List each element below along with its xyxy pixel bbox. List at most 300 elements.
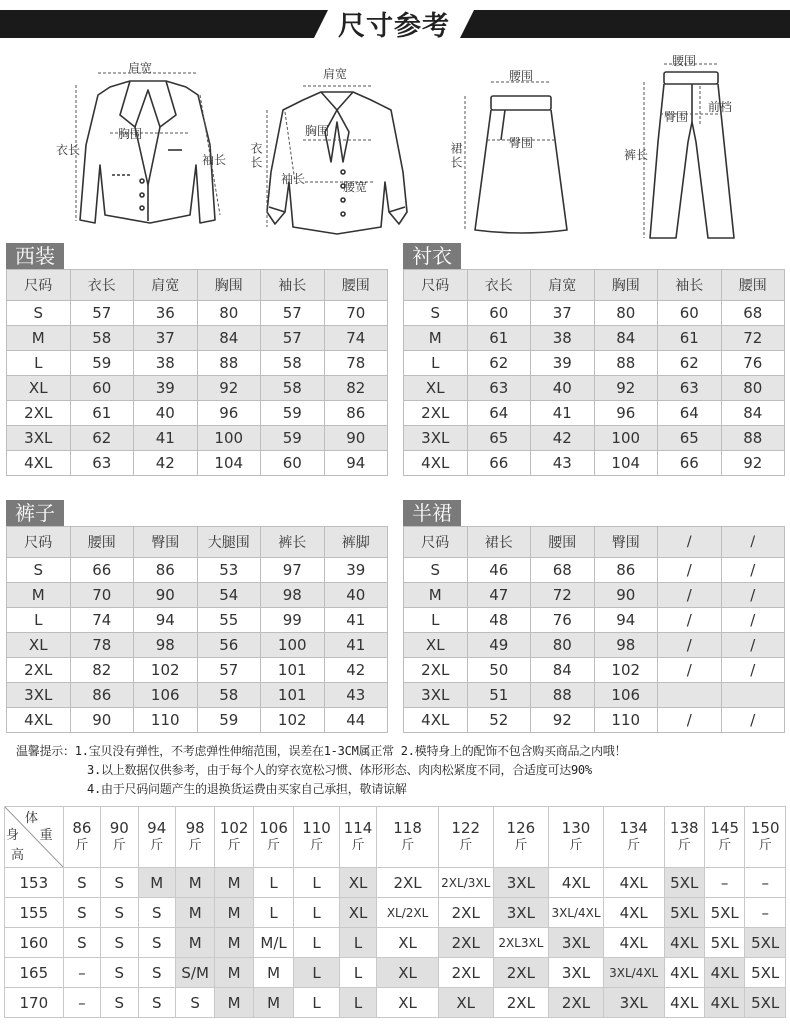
weight-value: 138: [669, 819, 699, 837]
pants-rise-label: 前档: [708, 100, 733, 114]
recommended-size-cell: 2XL: [377, 868, 439, 898]
value-cell: 98: [134, 633, 198, 658]
size-cell: 2XL: [7, 658, 71, 683]
recommended-size-cell: 5XL: [745, 958, 786, 988]
value-cell: 72: [721, 326, 785, 351]
value-cell: 63: [658, 376, 722, 401]
column-header: 裙长: [467, 527, 531, 558]
recommended-size-cell: 3XL: [549, 958, 604, 988]
column-header: 臀围: [594, 527, 658, 558]
value-cell: 50: [467, 658, 531, 683]
weight-value: 94: [147, 819, 167, 837]
value-cell: 38: [134, 351, 198, 376]
table-row: [7, 608, 388, 633]
value-cell: 90: [324, 426, 388, 451]
value-cell: 66: [658, 451, 722, 476]
weight-unit: 斤: [758, 838, 772, 853]
value-cell: 98: [594, 633, 658, 658]
weight-header: [438, 807, 493, 868]
weight-unit: 斤: [267, 838, 281, 853]
recommended-size-cell: M: [215, 928, 253, 958]
weight-value: 86: [72, 819, 92, 837]
value-cell: 36: [134, 301, 198, 326]
skirt-sketch: [445, 60, 585, 240]
table-row: [7, 301, 388, 326]
recommended-size-cell: L: [294, 868, 340, 898]
blazer-sketch: [50, 55, 250, 235]
value-cell: 38: [531, 326, 595, 351]
column-header: 衣长: [70, 270, 134, 301]
size-cell: L: [404, 351, 468, 376]
recommended-size-cell: 4XL: [664, 928, 704, 958]
table-row: [404, 351, 785, 376]
recommended-size-cell: S: [138, 958, 175, 988]
recommended-size-cell: M: [253, 958, 293, 988]
table-row: [7, 401, 388, 426]
recommended-size-cell: –: [63, 988, 100, 1018]
weight-header: [339, 807, 376, 868]
value-cell: 82: [324, 376, 388, 401]
value-cell: 80: [721, 376, 785, 401]
recommended-size-cell: 5XL: [704, 898, 744, 928]
height-value: 170: [5, 988, 64, 1018]
value-cell: 54: [197, 583, 261, 608]
corner-height-b: 高: [11, 848, 25, 863]
column-header: 腰围: [721, 270, 785, 301]
value-cell: 82: [70, 658, 134, 683]
recommended-size-cell: 2XL: [438, 958, 493, 988]
recommended-size-cell: S: [101, 928, 138, 958]
column-header: 尺码: [7, 270, 71, 301]
column-header: 肩宽: [134, 270, 198, 301]
recommended-size-cell: –: [63, 958, 100, 988]
weight-unit: 斤: [718, 838, 732, 853]
weight-header: [294, 807, 340, 868]
weight-header: [138, 807, 175, 868]
height-row: [5, 988, 786, 1018]
skirt-drawing: [445, 60, 585, 240]
value-cell: 53: [197, 558, 261, 583]
recommended-size-cell: L: [339, 958, 376, 988]
value-cell: 42: [531, 426, 595, 451]
weight-header: [175, 807, 214, 868]
table-row: [404, 583, 785, 608]
value-cell: /: [721, 583, 785, 608]
value-cell: /: [721, 633, 785, 658]
weight-header: [377, 807, 439, 868]
page-title: 尺寸参考: [338, 11, 450, 42]
recommended-size-cell: 4XL: [704, 958, 744, 988]
table-row: [7, 658, 388, 683]
value-cell: 58: [261, 376, 325, 401]
recommended-size-cell: M: [175, 928, 214, 958]
value-cell: 110: [594, 708, 658, 733]
value-cell: 60: [467, 301, 531, 326]
recommended-size-cell: S: [63, 868, 100, 898]
weight-value: 122: [451, 819, 481, 837]
size-cell: 3XL: [404, 683, 468, 708]
size-recommendation-table: [4, 806, 786, 1018]
recommended-size-cell: L: [294, 898, 340, 928]
recommended-size-cell: M: [215, 898, 253, 928]
table-row: [404, 426, 785, 451]
weight-value: 98: [185, 819, 205, 837]
blazer-chest-label: 胸围: [118, 127, 143, 141]
shirt-sleeve-label: 袖长: [281, 172, 306, 186]
weight-unit: 斤: [627, 838, 641, 853]
corner-height-a: 身: [6, 828, 20, 843]
weight-unit: 斤: [310, 838, 324, 853]
value-cell: 100: [594, 426, 658, 451]
value-cell: 62: [467, 351, 531, 376]
note-line-1: 温馨提示：1.宝贝没有弹性，不考虑弹性伸缩范围，误差在1-3CM属正常 2.模特身上的配饰不包含购买商品之内哦！: [16, 744, 627, 758]
value-cell: 48: [467, 608, 531, 633]
weight-value: 106: [259, 819, 288, 837]
value-cell: 57: [197, 658, 261, 683]
value-cell: 70: [324, 301, 388, 326]
value-cell: 102: [261, 708, 325, 733]
pants-length-label: 裤长: [624, 148, 649, 162]
weight-unit: 斤: [401, 838, 415, 853]
column-header: /: [658, 527, 722, 558]
corner-diagonal: [5, 807, 63, 867]
recommended-size-cell: L: [294, 988, 340, 1018]
table-row: [404, 683, 785, 708]
value-cell: 86: [70, 683, 134, 708]
value-cell: 92: [594, 376, 658, 401]
column-header: 裤脚: [324, 527, 388, 558]
value-cell: 84: [594, 326, 658, 351]
value-cell: 60: [70, 376, 134, 401]
recommended-size-cell: XL: [438, 988, 493, 1018]
value-cell: 106: [134, 683, 198, 708]
value-cell: 84: [531, 658, 595, 683]
value-cell: 97: [261, 558, 325, 583]
weight-unit: 斤: [569, 838, 583, 853]
blazer-shoulder-label: 肩宽: [128, 61, 153, 75]
weight-unit: 斤: [150, 838, 164, 853]
value-cell: 101: [261, 658, 325, 683]
size-cell: L: [404, 608, 468, 633]
value-cell: 80: [197, 301, 261, 326]
value-cell: /: [658, 583, 722, 608]
recommended-size-cell: 5XL: [704, 928, 744, 958]
height-row: [5, 928, 786, 958]
recommended-size-cell: 4XL: [549, 868, 604, 898]
weight-header-row: [5, 807, 786, 868]
pants-tag: 裤子: [6, 500, 64, 526]
value-cell: 41: [324, 608, 388, 633]
value-cell: 88: [531, 683, 595, 708]
value-cell: 64: [658, 401, 722, 426]
blazer-sleeve-label: 袖长: [202, 153, 227, 167]
height-value: 153: [5, 868, 64, 898]
value-cell: 76: [531, 608, 595, 633]
recommended-size-cell: L: [339, 988, 376, 1018]
value-cell: 47: [467, 583, 531, 608]
column-header: 尺码: [404, 270, 468, 301]
weight-header: [215, 807, 253, 868]
size-cell: S: [7, 558, 71, 583]
suit-size-table: [6, 243, 388, 476]
value-cell: /: [721, 558, 785, 583]
shirt-sketch: [245, 62, 425, 242]
value-cell: 86: [594, 558, 658, 583]
recommended-size-cell: S: [138, 928, 175, 958]
value-cell: 64: [467, 401, 531, 426]
value-cell: 104: [594, 451, 658, 476]
recommended-size-cell: S: [175, 988, 214, 1018]
weight-value: 150: [750, 819, 780, 837]
value-cell: 99: [261, 608, 325, 633]
size-cell: 2XL: [404, 658, 468, 683]
value-cell: 100: [197, 426, 261, 451]
pants-waist-label: 腰围: [672, 54, 697, 68]
weight-header: [549, 807, 604, 868]
table-row: [7, 683, 388, 708]
table-row: [404, 401, 785, 426]
recommended-size-cell: L: [294, 928, 340, 958]
column-header: 尺码: [404, 527, 468, 558]
recommended-size-cell: M: [215, 988, 253, 1018]
value-cell: 94: [594, 608, 658, 633]
recommended-size-cell: M: [215, 958, 253, 988]
height-row: [5, 868, 786, 898]
weight-value: 134: [619, 819, 648, 837]
table-row: [7, 583, 388, 608]
value-cell: 57: [261, 301, 325, 326]
value-cell: 59: [70, 351, 134, 376]
weight-unit: 斤: [112, 838, 126, 853]
column-header: 胸围: [594, 270, 658, 301]
recommended-size-cell: S/M: [175, 958, 214, 988]
value-cell: 39: [324, 558, 388, 583]
value-cell: 86: [134, 558, 198, 583]
table-header-row: [404, 270, 785, 301]
table-row: [404, 658, 785, 683]
height-row: [5, 898, 786, 928]
value-cell: 65: [658, 426, 722, 451]
value-cell: 42: [324, 658, 388, 683]
column-header: 袖长: [658, 270, 722, 301]
value-cell: 56: [197, 633, 261, 658]
table-row: [404, 376, 785, 401]
value-cell: 106: [594, 683, 658, 708]
value-cell: 41: [134, 426, 198, 451]
value-cell: 78: [324, 351, 388, 376]
note-line-2: 3.以上数据仅供参考，由于每个人的穿衣宽松习惯、体形形态、肉肉松紧度不同，合适度可达90%: [87, 763, 592, 777]
value-cell: 39: [134, 376, 198, 401]
value-cell: 92: [721, 451, 785, 476]
table-row: [404, 451, 785, 476]
recommended-size-cell: M: [253, 988, 293, 1018]
table-row: [7, 376, 388, 401]
value-cell: 43: [531, 451, 595, 476]
recommended-size-cell: S: [63, 898, 100, 928]
column-header: 尺码: [7, 527, 71, 558]
recommended-size-cell: L: [339, 928, 376, 958]
height-value: 155: [5, 898, 64, 928]
value-cell: 61: [658, 326, 722, 351]
table-header-row: [7, 270, 388, 301]
value-cell: 62: [70, 426, 134, 451]
size-cell: XL: [404, 633, 468, 658]
value-cell: 88: [721, 426, 785, 451]
weight-unit: 斤: [677, 838, 691, 853]
recommended-size-cell: M/L: [253, 928, 293, 958]
value-cell: 96: [197, 401, 261, 426]
value-cell: 40: [134, 401, 198, 426]
table-row: [7, 326, 388, 351]
size-cell: 3XL: [7, 426, 71, 451]
recommended-size-cell: 3XL: [493, 898, 549, 928]
value-cell: 37: [531, 301, 595, 326]
value-cell: 94: [324, 451, 388, 476]
value-cell: 63: [70, 451, 134, 476]
value-cell: 102: [134, 658, 198, 683]
column-header: 袖长: [261, 270, 325, 301]
value-cell: 66: [467, 451, 531, 476]
weight-unit: 斤: [188, 838, 202, 853]
recommended-size-cell: –: [704, 868, 744, 898]
skirt-hip-label: 臀围: [509, 136, 534, 150]
value-cell: /: [658, 633, 722, 658]
recommended-size-cell: XL: [377, 928, 439, 958]
size-cell: 3XL: [7, 683, 71, 708]
height-value: 165: [5, 958, 64, 988]
pants-sketch: [620, 52, 790, 242]
value-cell: 51: [467, 683, 531, 708]
weight-header: [603, 807, 664, 868]
recommended-size-cell: 2XL: [549, 988, 604, 1018]
value-cell: 59: [197, 708, 261, 733]
table-header-row: [404, 527, 785, 558]
recommended-size-cell: 5XL: [745, 988, 786, 1018]
value-cell: 37: [134, 326, 198, 351]
recommended-size-cell: 4XL: [603, 868, 664, 898]
size-cell: S: [404, 558, 468, 583]
weight-header: [493, 807, 549, 868]
value-cell: 84: [721, 401, 785, 426]
value-cell: 60: [261, 451, 325, 476]
value-cell: 52: [467, 708, 531, 733]
size-cell: S: [7, 301, 71, 326]
column-header: 裤长: [261, 527, 325, 558]
column-header: 衣长: [467, 270, 531, 301]
size-cell: 4XL: [7, 451, 71, 476]
shirt-tag: 衬衣: [403, 243, 461, 269]
weight-header: [664, 807, 704, 868]
recommended-size-cell: 2XL/3XL: [438, 868, 493, 898]
value-cell: 43: [324, 683, 388, 708]
value-cell: 55: [197, 608, 261, 633]
weight-value: 118: [393, 819, 422, 837]
value-cell: 88: [594, 351, 658, 376]
recommended-size-cell: 4XL: [664, 988, 704, 1018]
table-row: [7, 558, 388, 583]
recommended-size-cell: 5XL: [664, 868, 704, 898]
weight-header: [63, 807, 100, 868]
skirt-tag: 半裙: [403, 500, 461, 526]
suit-tag: 西装: [6, 243, 64, 269]
recommended-size-cell: 3XL: [603, 988, 664, 1018]
height-row: [5, 958, 786, 988]
weight-unit: 斤: [459, 838, 473, 853]
value-cell: 110: [134, 708, 198, 733]
value-cell: 68: [721, 301, 785, 326]
value-cell: 60: [658, 301, 722, 326]
recommended-size-cell: 2XL: [493, 958, 549, 988]
blazer-length-label: 衣长: [56, 143, 81, 157]
recommended-size-cell: 2XL: [438, 898, 493, 928]
value-cell: /: [721, 708, 785, 733]
column-header: 腰围: [531, 527, 595, 558]
size-cell: 2XL: [7, 401, 71, 426]
value-cell: 59: [261, 401, 325, 426]
value-cell: 98: [261, 583, 325, 608]
column-header: 肩宽: [531, 270, 595, 301]
height-value: 160: [5, 928, 64, 958]
table-header-row: [7, 527, 388, 558]
recommended-size-cell: 4XL: [603, 898, 664, 928]
table-row: [404, 708, 785, 733]
corner-weight-a: 体: [25, 811, 39, 826]
size-cell: 4XL: [404, 451, 468, 476]
recommended-size-cell: 4XL: [603, 928, 664, 958]
value-cell: /: [658, 708, 722, 733]
recommended-size-cell: M: [175, 868, 214, 898]
value-cell: 41: [324, 633, 388, 658]
shirt-shoulder-label: 肩宽: [323, 67, 348, 81]
value-cell: 78: [70, 633, 134, 658]
value-cell: 41: [531, 401, 595, 426]
weight-header: [101, 807, 138, 868]
size-cell: M: [7, 583, 71, 608]
size-cell: 2XL: [404, 401, 468, 426]
size-cell: L: [7, 351, 71, 376]
value-cell: 84: [197, 326, 261, 351]
corner-cell: [5, 807, 64, 868]
recommended-size-cell: –: [745, 898, 786, 928]
table-row: [7, 351, 388, 376]
value-cell: 40: [324, 583, 388, 608]
value-cell: 74: [70, 608, 134, 633]
weight-unit: 斤: [75, 838, 89, 853]
corner-weight-b: 重: [39, 828, 53, 843]
size-cell: 4XL: [404, 708, 468, 733]
value-cell: 94: [134, 608, 198, 633]
value-cell: 90: [70, 708, 134, 733]
recommended-size-cell: 5XL: [664, 898, 704, 928]
weight-value: 114: [343, 819, 373, 837]
weight-value: 145: [710, 819, 739, 837]
value-cell: 58: [70, 326, 134, 351]
value-cell: /: [658, 608, 722, 633]
value-cell: 62: [658, 351, 722, 376]
value-cell: 61: [467, 326, 531, 351]
value-cell: 88: [197, 351, 261, 376]
table-row: [404, 633, 785, 658]
value-cell: 49: [467, 633, 531, 658]
weight-unit: 斤: [514, 838, 528, 853]
value-cell: 57: [70, 301, 134, 326]
shirt-size-table: [403, 243, 785, 476]
value-cell: 57: [261, 326, 325, 351]
value-cell: 42: [134, 451, 198, 476]
value-cell: 90: [594, 583, 658, 608]
weight-unit: 斤: [227, 838, 241, 853]
note-line-3: 4.由于尺码问题产生的退换货运费由买家自己承担，敬请谅解: [87, 782, 407, 796]
